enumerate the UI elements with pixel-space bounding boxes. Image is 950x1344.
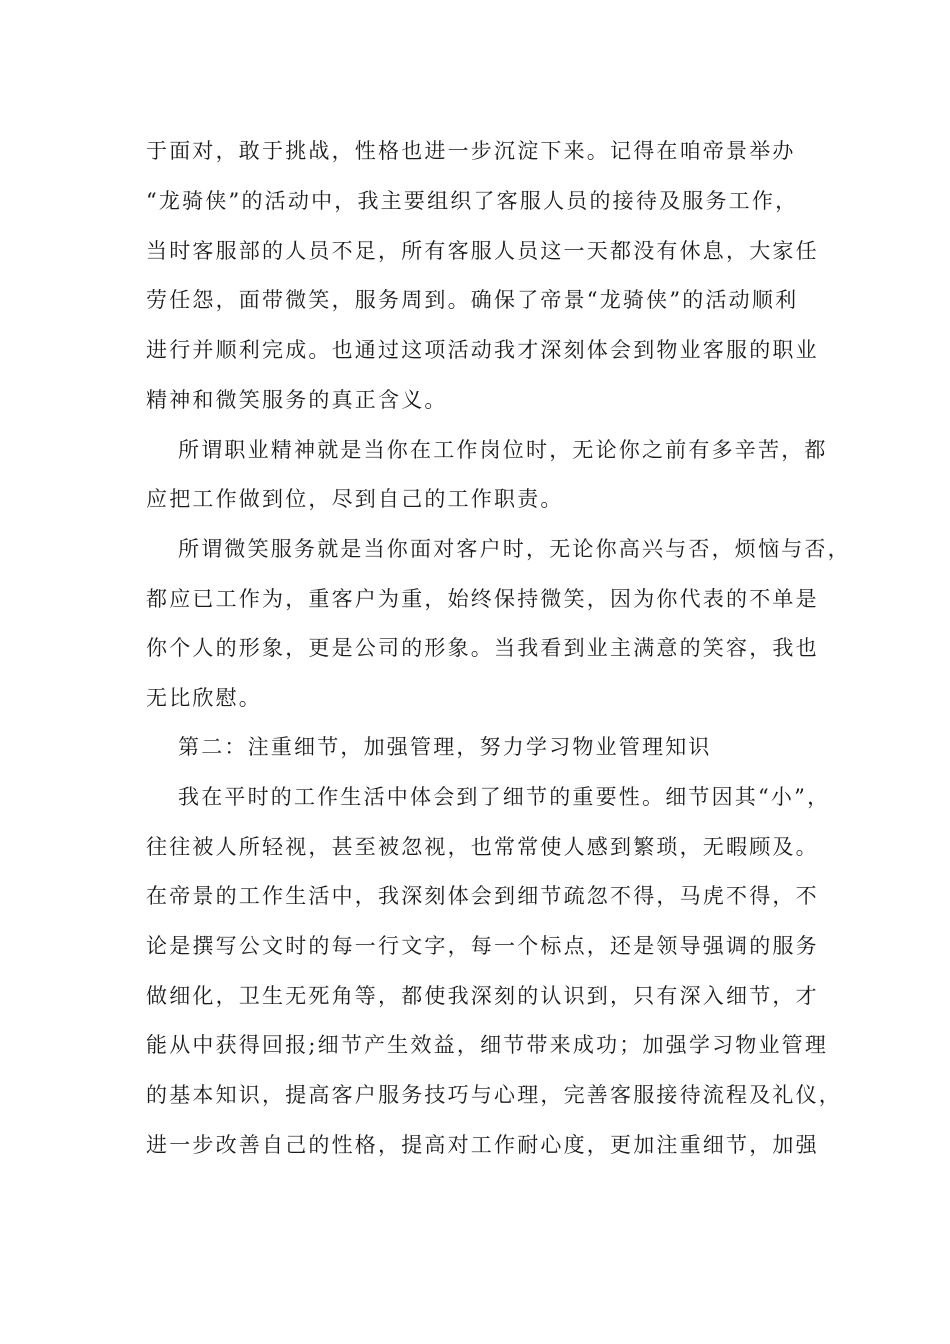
text-line: 论是撰写公文时的每一行文字，每一个标点，还是领导强调的服务 bbox=[146, 934, 819, 958]
text-line: 进行并顺利完成。也通过这项活动我才深刻体会到物业客服的职业 bbox=[146, 338, 819, 362]
paragraph-first-line: 所谓职业精神就是当你在工作岗位时，无论你之前有多辛苦，都 bbox=[178, 438, 828, 462]
paragraph-first-line: 我在平时的工作生活中体会到了细节的重要性。细节因其“小”， bbox=[178, 785, 831, 809]
text-line: 精神和微笑服务的真正含义。 bbox=[146, 388, 448, 412]
text-line: 你个人的形象，更是公司的形象。当我看到业主满意的笑容，我也 bbox=[146, 636, 819, 660]
text-line: 进一步改善自己的性格，提高对工作耐心度，更加注重细节，加强 bbox=[146, 1133, 819, 1157]
text-line: 做细化，卫生无死角等，都使我深刻的认识到，只有深入细节，才 bbox=[146, 984, 819, 1008]
text-line: “龙骑侠”的活动中，我主要组织了客服人员的接待及服务工作， bbox=[146, 189, 799, 213]
text-line: 应把工作做到位，尽到自己的工作职责。 bbox=[146, 487, 564, 511]
text-line: 当时客服部的人员不足，所有客服人员这一天都没有休息，大家任 bbox=[146, 239, 819, 263]
text-line: 在帝景的工作生活中，我深刻体会到细节疏忽不得，马虎不得，不 bbox=[146, 884, 819, 908]
text-line: 无比欣慰。 bbox=[146, 686, 262, 710]
text-line: 能从中获得回报;细节产生效益，细节带来成功；加强学习物业管理 bbox=[146, 1033, 829, 1057]
paragraph-first-line: 所谓微笑服务就是当你面对客户时，无论你高兴与否，烦恼与否， bbox=[178, 537, 851, 561]
text-line: 的基本知识，提高客户服务技巧与心理，完善客服接待流程及礼仪， bbox=[146, 1083, 842, 1107]
section-heading: 第二：注重细节，加强管理，努力学习物业管理知识 bbox=[178, 735, 712, 759]
text-line: 都应已工作为，重客户为重，始终保持微笑，因为你代表的不单是 bbox=[146, 587, 819, 611]
text-line: 于面对，敢于挑战，性格也进一步沉淀下来。记得在咱帝景举办 bbox=[146, 139, 796, 163]
text-line: 劳任怨，面带微笑，服务周到。确保了帝景“龙骑侠”的活动顺利 bbox=[146, 288, 799, 312]
text-line: 往往被人所轻视，甚至被忽视，也常常使人感到繁琐，无暇顾及。 bbox=[146, 835, 819, 859]
